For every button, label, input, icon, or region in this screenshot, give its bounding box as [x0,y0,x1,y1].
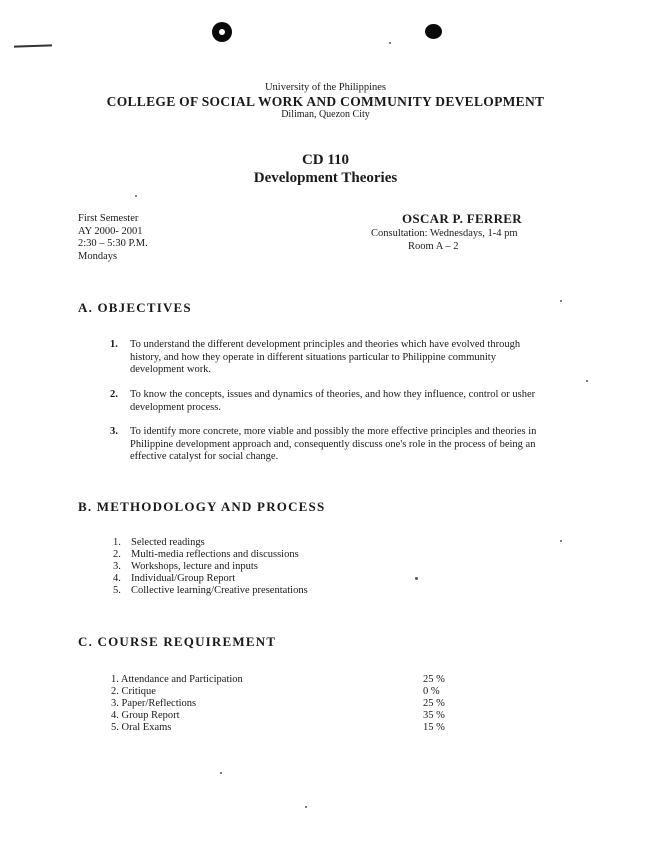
requirement-label: 5. Oral Exams [111,722,172,733]
schedule-block [78,213,148,263]
requirement-row [111,710,451,722]
objective-text: To identify more concrete, more viable and possibly the more effective principles and theories in Philippine development approach and, consequently discuss one's role in the process of being an effective catalyst for social change. [130,426,537,462]
college-name: COLLEGE OF SOCIAL WORK AND COMMUNITY DEVELOPMENT [106,94,545,109]
requirement-percent: 25 % [423,698,445,709]
scan-speck [135,195,137,197]
requirement-row [111,686,451,698]
list-item: 5. Collective learning/Creative presentations [113,585,308,596]
consultation-hours: Consultation: Wednesdays, 1-4 pm [371,228,518,239]
scan-speck [389,42,391,44]
class-day: Mondays [78,250,118,262]
consultation-room: Room A – 2 [408,241,459,252]
requirement-percent: 15 % [423,722,445,733]
semester: First Semester [78,213,139,224]
requirement-label: 4. Group Report [111,710,180,721]
scan-speck [220,772,222,774]
requirement-row [111,698,451,710]
list-item: 4. Individual/Group Report [113,573,236,584]
punch-hole-right [425,24,442,39]
objective-text: To know the concepts, issues and dynamics of theories, and how they influence, control or usher development process. [130,389,536,413]
college-location: Diliman, Quezon City [281,109,370,120]
scan-speck [560,300,562,302]
requirement-row [111,722,451,734]
objective-number: 3. [110,426,118,437]
instructor-name: OSCAR P. FERRER [402,211,522,226]
methodology-heading: B. METHODOLOGY AND PROCESS [78,499,326,514]
course-code: CD 110 [301,152,350,168]
objective-item [110,426,550,464]
objective-item [110,339,550,377]
objective-item [110,389,550,414]
objective-number: 1. [110,339,118,350]
list-item: 1. Selected readings [113,537,205,548]
requirement-label: 1. Attendance and Participation [111,674,243,685]
requirement-percent: 25 % [423,674,445,685]
scan-speck [415,577,418,580]
university-name: University of the Philippines [264,82,387,93]
scan-speck [560,540,562,542]
academic-year: AY 2000- 2001 [78,225,143,237]
objective-number: 2. [110,389,118,400]
requirement-label: 3. Paper/Reflections [111,698,197,709]
objective-text: To understand the different development principles and theories which have evolved through history, and how they operate in different situations particular to Philippine community development work. [130,339,521,375]
scan-speck [305,806,307,808]
scan-speck [586,380,588,382]
requirement-percent: 35 % [423,710,445,721]
course-title: Development Theories [253,170,398,186]
requirement-label: 2. Critique [111,686,156,697]
requirement-percent: 0 % [423,686,440,697]
requirements-heading: C. COURSE REQUIREMENT [78,634,277,649]
requirements-table [111,674,451,734]
class-time: 2:30 – 5:30 P.M. [78,238,148,249]
list-item: 2. Multi-media reflections and discussions [113,549,299,560]
objectives-heading: A. OBJECTIVES [78,300,192,315]
punch-hole-left [212,22,232,42]
scan-mark [14,44,52,47]
requirement-row [111,674,451,686]
methodology-list [113,537,308,597]
list-item: 3. Workshops, lecture and inputs [113,561,258,572]
